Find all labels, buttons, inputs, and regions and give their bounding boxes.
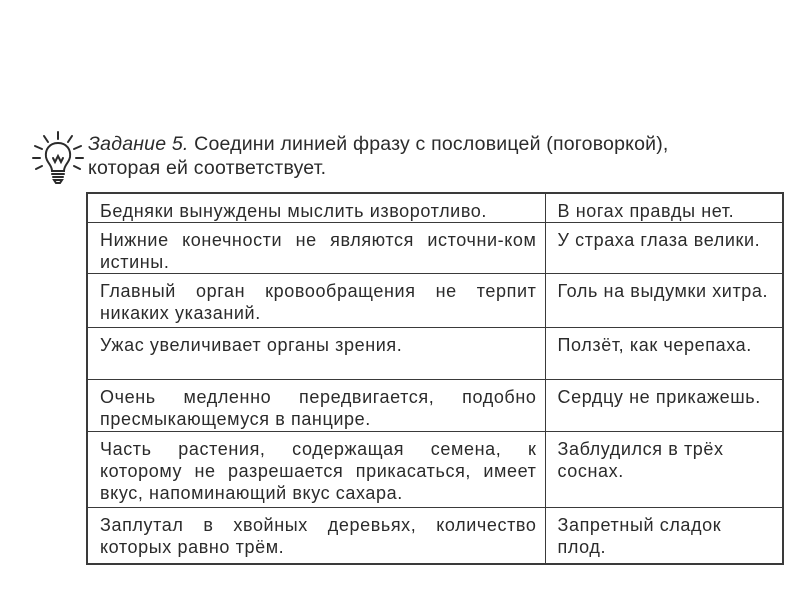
table-row	[87, 432, 783, 508]
table-row	[87, 193, 783, 223]
table-row	[87, 274, 783, 328]
phrase-text: Главный орган кровообращения не терпит никаких указаний.	[100, 281, 537, 323]
proverb-text: Запретный сладок плод.	[557, 515, 722, 557]
phrase-text: Ужас увеличивает органы зрения.	[100, 335, 403, 355]
table-row	[87, 508, 783, 564]
proverb-text: У страха глаза велики.	[557, 230, 761, 250]
proverb-cell[interactable]	[545, 274, 783, 328]
phrase-cell[interactable]	[87, 223, 545, 274]
phrase-text: Заплутал в хвойных деревьях, количество которых равно трём.	[100, 515, 537, 557]
phrase-text: Очень медленно передвигается, подобно пресмыкающемуся в панцире.	[100, 387, 537, 429]
proverb-text: Голь на выдумки хитра.	[557, 281, 769, 301]
phrase-text: Бедняки вынуждены мыслить изворотливо.	[100, 201, 488, 221]
phrase-cell[interactable]	[87, 508, 545, 564]
task-instruction-line1: Соедини линией фразу с пословицей (поговоркой),	[194, 133, 669, 155]
table-row	[87, 223, 783, 274]
phrase-cell[interactable]	[87, 274, 545, 328]
phrase-cell[interactable]	[87, 432, 545, 508]
proverb-text: В ногах правды нет.	[557, 201, 735, 221]
proverb-cell[interactable]	[545, 508, 783, 564]
proverb-text: Заблудился в трёх соснах.	[557, 439, 724, 481]
task-instruction-line2: которая ей соответствует.	[88, 157, 327, 179]
lightbulb-icon	[30, 130, 86, 186]
phrase-text: Часть растения, содержащая семена, к которому не разрешается прикасаться, имеет вкус, напоминающий вкус сахара.	[100, 439, 537, 503]
proverb-cell[interactable]	[545, 328, 783, 380]
phrase-cell[interactable]	[87, 328, 545, 380]
proverb-text: Сердцу не прикажешь.	[557, 387, 761, 407]
task-label: Задание 5.	[88, 133, 189, 155]
table-row	[87, 380, 783, 432]
table-row	[87, 328, 783, 380]
task-header	[30, 126, 790, 188]
proverb-text: Ползёт, как черепаха.	[557, 335, 752, 355]
proverb-cell[interactable]	[545, 193, 783, 223]
task-text	[88, 132, 788, 180]
matching-table	[86, 192, 784, 565]
phrase-text: Нижние конечности не являются источни-ком истины.	[100, 230, 537, 272]
phrase-cell[interactable]	[87, 193, 545, 223]
proverb-cell[interactable]	[545, 380, 783, 432]
matching-table-body	[87, 193, 783, 564]
phrase-cell[interactable]	[87, 380, 545, 432]
proverb-cell[interactable]	[545, 223, 783, 274]
proverb-cell[interactable]	[545, 432, 783, 508]
